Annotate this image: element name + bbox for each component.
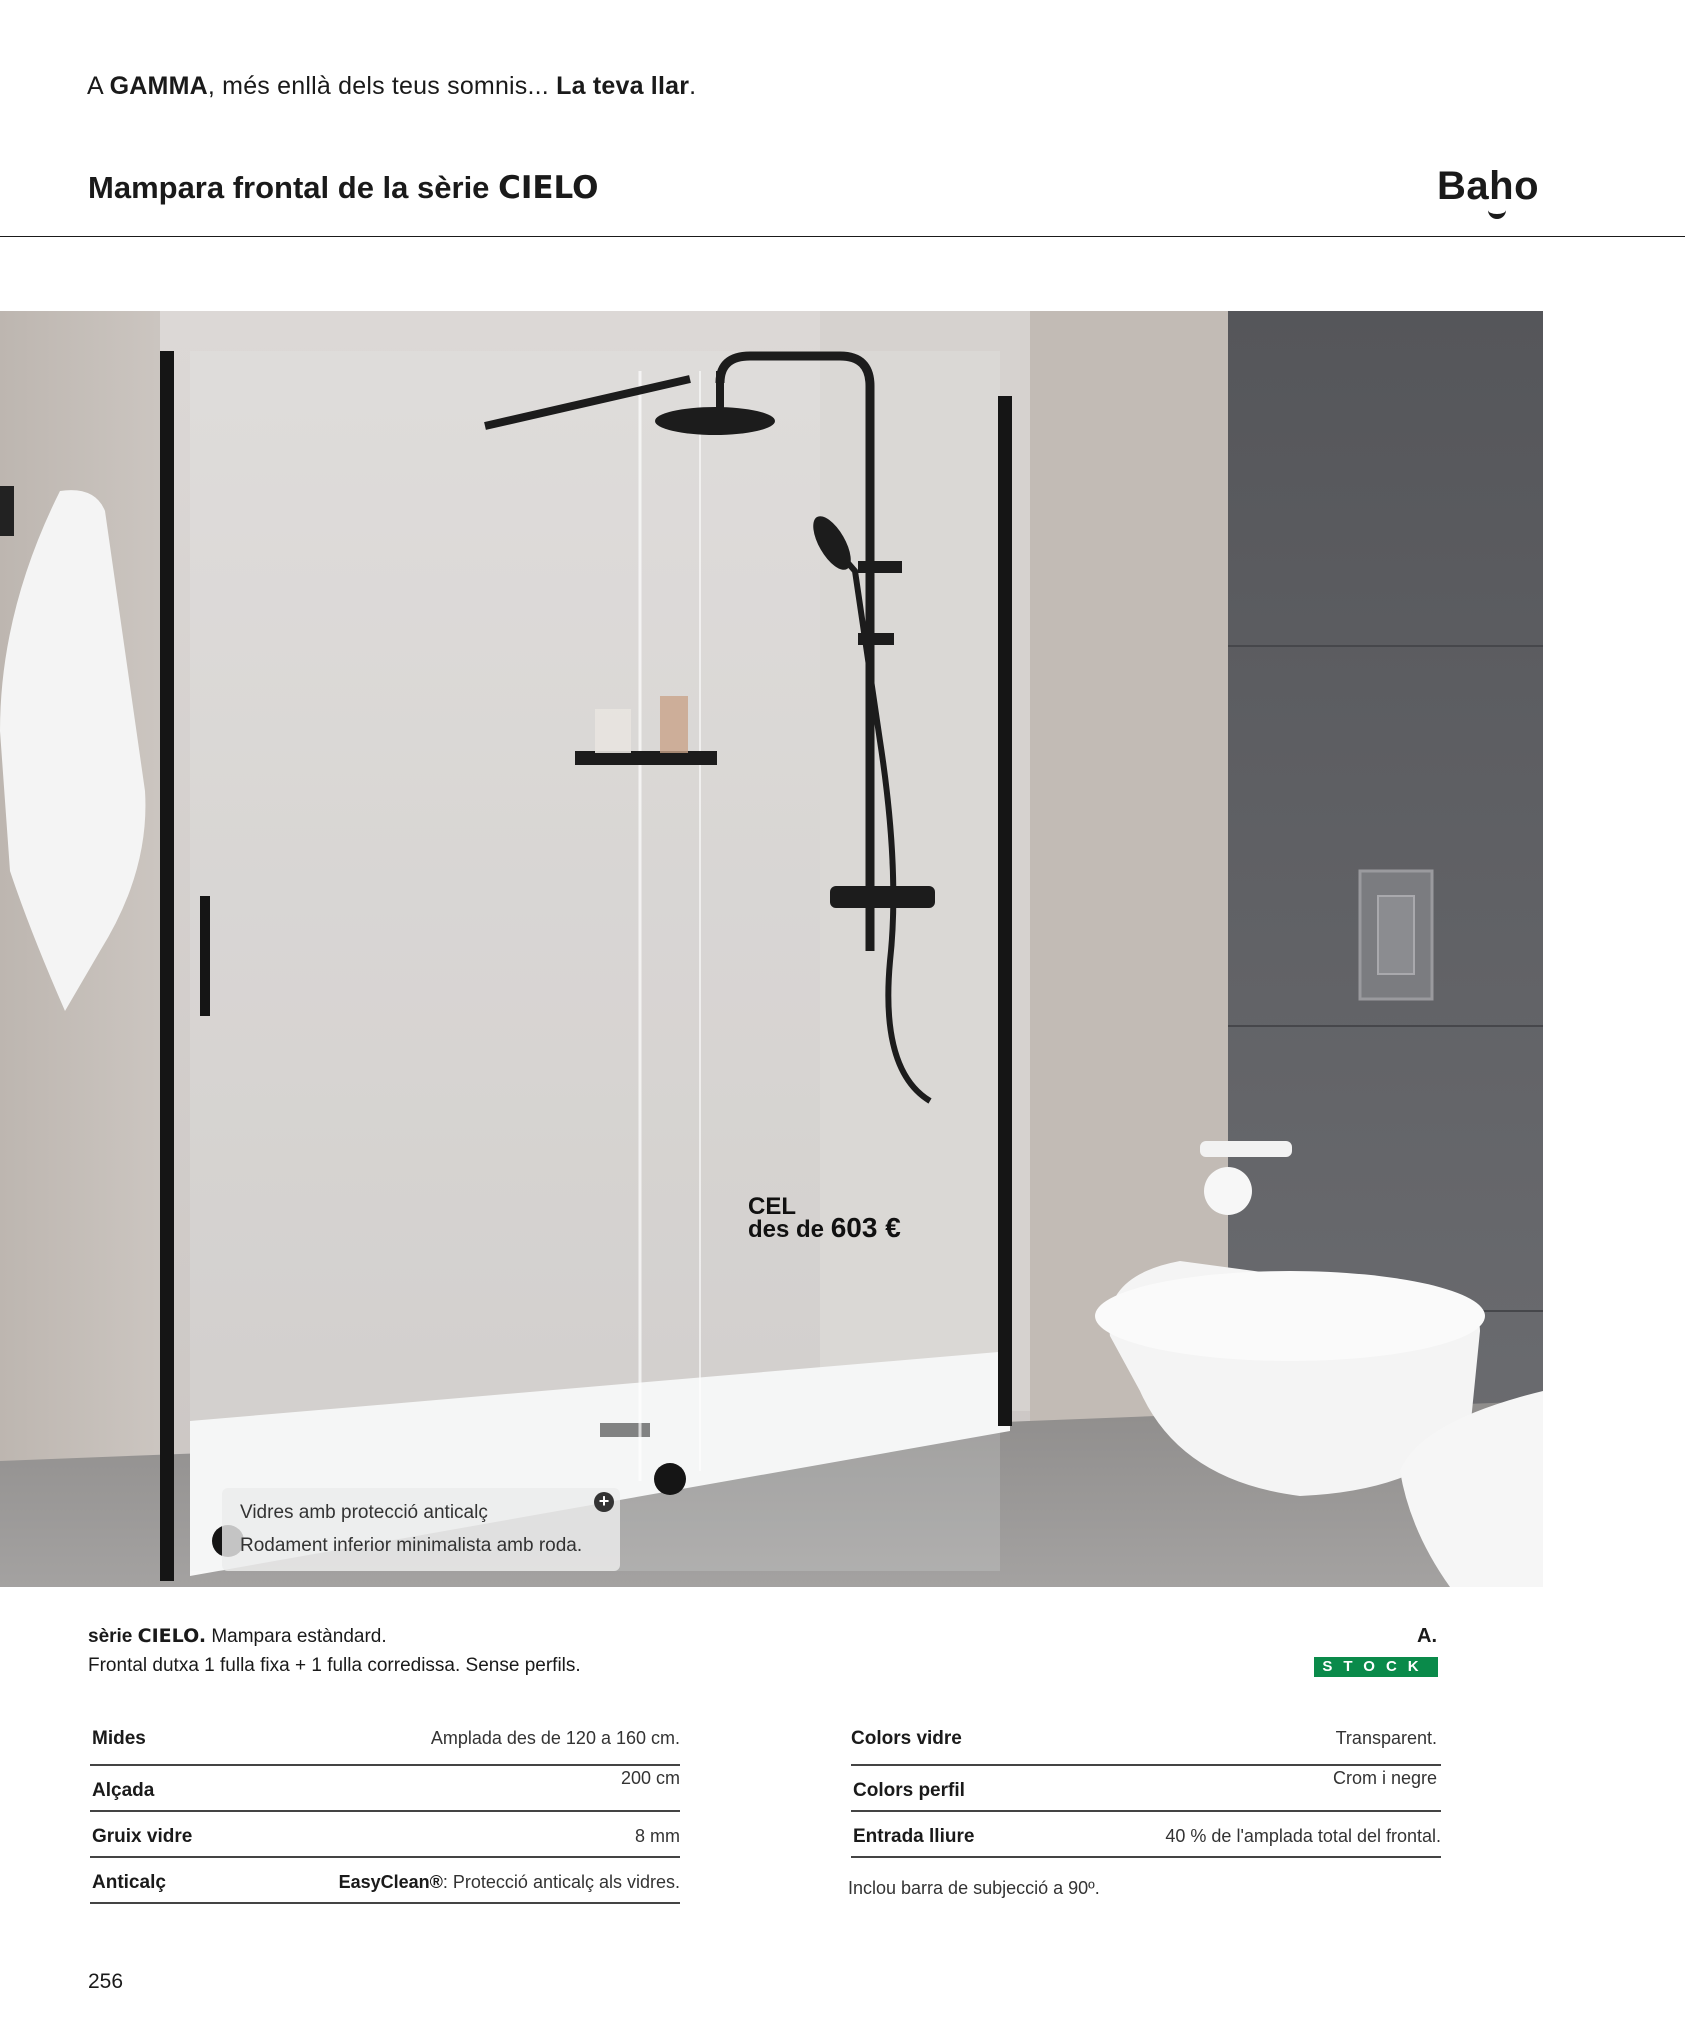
spec-label: Entrada lliure bbox=[853, 1826, 975, 1847]
tagline-end: . bbox=[689, 72, 697, 100]
spec-value-brand: EasyClean® bbox=[338, 1872, 443, 1892]
spec-value: 40 % de l'amplada total del frontal. bbox=[1165, 1826, 1441, 1846]
spec-row bbox=[90, 1718, 680, 1766]
page-number: 256 bbox=[88, 1970, 124, 1993]
spec-value-text: : Protecció anticalç als vidres. bbox=[442, 1872, 680, 1892]
product-photo bbox=[0, 311, 1543, 1587]
towel-hook bbox=[0, 486, 14, 536]
page-title bbox=[88, 170, 599, 206]
spec-label: Colors vidre bbox=[851, 1728, 962, 1749]
price-code: CEL bbox=[748, 1193, 796, 1220]
toilet-lid bbox=[1095, 1271, 1485, 1361]
price-from-label: des de bbox=[748, 1216, 825, 1243]
roller-wheel-2 bbox=[654, 1463, 686, 1495]
rain-shower-head bbox=[655, 407, 775, 435]
bottle-2 bbox=[660, 696, 688, 753]
series-description bbox=[88, 1625, 387, 1648]
spec-value: 200 cm bbox=[620, 1768, 680, 1788]
callout-feature-2: Rodament inferior minimalista amb roda. bbox=[240, 1535, 583, 1556]
tagline-brand: GAMMA bbox=[109, 72, 208, 100]
price-label bbox=[748, 1212, 901, 1243]
paper-roll bbox=[1204, 1167, 1252, 1215]
header-divider bbox=[0, 236, 1685, 237]
spec-row bbox=[851, 1764, 1441, 1812]
left-profile bbox=[160, 351, 174, 1581]
stock-letter: A. bbox=[1417, 1625, 1437, 1647]
spec-value: 8 mm bbox=[635, 1826, 680, 1846]
shower-shelf bbox=[575, 751, 717, 765]
features-callout bbox=[222, 1488, 620, 1571]
shower-illustration bbox=[0, 311, 1543, 1587]
spec-row bbox=[90, 1856, 680, 1904]
tagline-emphasis: La teva llar bbox=[556, 72, 690, 100]
spec-row bbox=[90, 1810, 680, 1858]
tagline-middle: , més enllà dels teus somnis... bbox=[207, 72, 549, 100]
series-label: sèrie bbox=[88, 1626, 133, 1647]
series-detail: Frontal dutxa 1 fulla fixa + 1 fulla corredissa. Sense perfils. bbox=[88, 1655, 581, 1676]
series-name: CIELO. bbox=[137, 1625, 207, 1647]
paper-holder bbox=[1200, 1141, 1292, 1157]
spec-row bbox=[851, 1718, 1441, 1766]
spec-row bbox=[90, 1764, 680, 1812]
spec-label: Gruix vidre bbox=[92, 1826, 193, 1847]
tagline bbox=[87, 72, 696, 101]
spec-value bbox=[339, 1872, 680, 1893]
callout-feature-1: Vidres amb protecció anticalç bbox=[240, 1502, 488, 1523]
spec-label: Alçada bbox=[92, 1780, 155, 1801]
stock-badge: STOCK bbox=[1314, 1657, 1438, 1677]
section-name: Baho bbox=[1437, 164, 1539, 208]
spec-value: Crom i negre bbox=[1332, 1768, 1437, 1788]
title-series: CIELO bbox=[498, 170, 599, 206]
thermostatic-valve bbox=[830, 886, 935, 908]
title-prefix: Mampara frontal de la sèrie bbox=[88, 170, 490, 205]
spec-label: Mides bbox=[92, 1728, 146, 1749]
section-accent-mark bbox=[1488, 205, 1506, 219]
tagline-prefix: A bbox=[87, 72, 103, 100]
spec-value: Amplada des de 120 a 160 cm. bbox=[430, 1728, 680, 1748]
spec-label: Colors perfil bbox=[853, 1780, 965, 1801]
expand-plus-icon[interactable]: + bbox=[594, 1492, 614, 1512]
note: Inclou barra de subjecció a 90º. bbox=[848, 1878, 1100, 1898]
door-handle bbox=[200, 896, 210, 1016]
bottle bbox=[595, 709, 631, 753]
price-amount: 603 € bbox=[830, 1212, 901, 1243]
spec-row bbox=[851, 1810, 1441, 1858]
series-text: Mampara estàndard. bbox=[211, 1626, 387, 1647]
glass-panel bbox=[190, 351, 1000, 1571]
right-profile bbox=[998, 396, 1012, 1426]
spec-value: Transparent. bbox=[1335, 1728, 1437, 1748]
spec-label: Anticalç bbox=[92, 1872, 166, 1893]
